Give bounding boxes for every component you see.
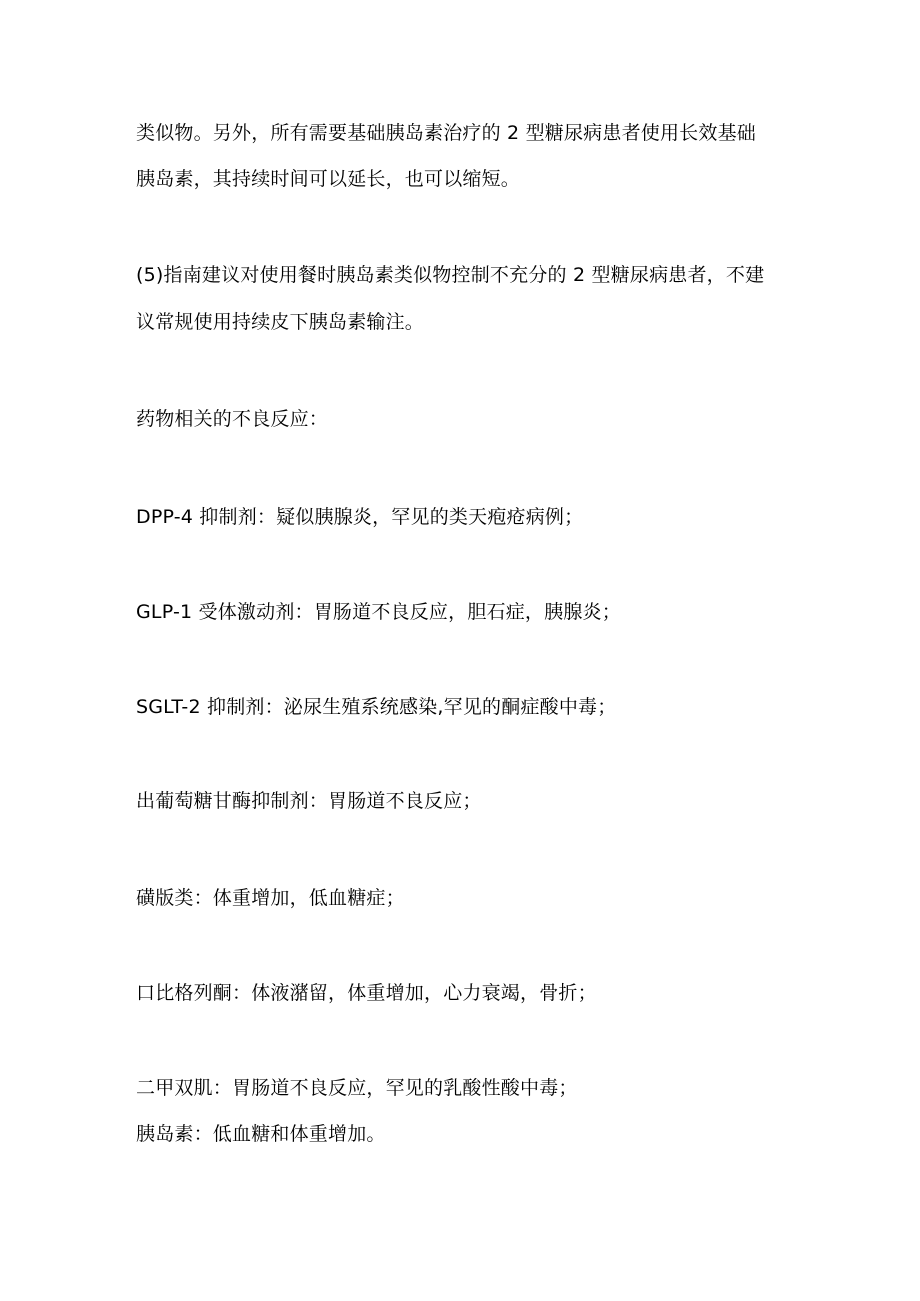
adverse-reaction-item: GLP-1 受体激动剂：胃肠道不良反应，胆石症，胰腺炎；	[136, 601, 621, 623]
adverse-reaction-item: 口比格列酮：体液潴留，体重增加，心力衰竭，骨折；	[136, 982, 597, 1004]
paragraph-2-line-2: 议常规使用持续皮下胰岛素输注。	[136, 311, 425, 333]
paragraph-1-line-1: 类似物。另外，所有需要基础胰岛素治疗的 2 型糖尿病患者使用长效基础	[136, 122, 756, 144]
adverse-reactions-heading: 药物相关的不良反应：	[136, 408, 329, 430]
adverse-reaction-item: 胰岛素：低血糖和体重增加。	[136, 1123, 386, 1145]
paragraph-1-line-2: 胰岛素，其持续时间可以延长，也可以缩短。	[136, 168, 521, 190]
adverse-reaction-item: 二甲双肌：胃肠道不良反应，罕见的乳酸性酸中毒；	[136, 1077, 578, 1099]
adverse-reaction-item: SGLT-2 抑制剂：泌尿生殖系统感染,罕见的酮症酸中毒；	[136, 696, 617, 718]
adverse-reaction-item: DPP-4 抑制剂：疑似胰腺炎，罕见的类天疱疮病例；	[136, 506, 584, 528]
paragraph-2-line-1: (5)指南建议对使用餐时胰岛素类似物控制不充分的 2 型糖尿病患者，不建	[136, 264, 765, 286]
adverse-reaction-item: 出葡萄糖甘酶抑制剂：胃肠道不良反应；	[136, 790, 482, 812]
adverse-reaction-item: 磺版类：体重增加，低血糖症；	[136, 887, 405, 909]
